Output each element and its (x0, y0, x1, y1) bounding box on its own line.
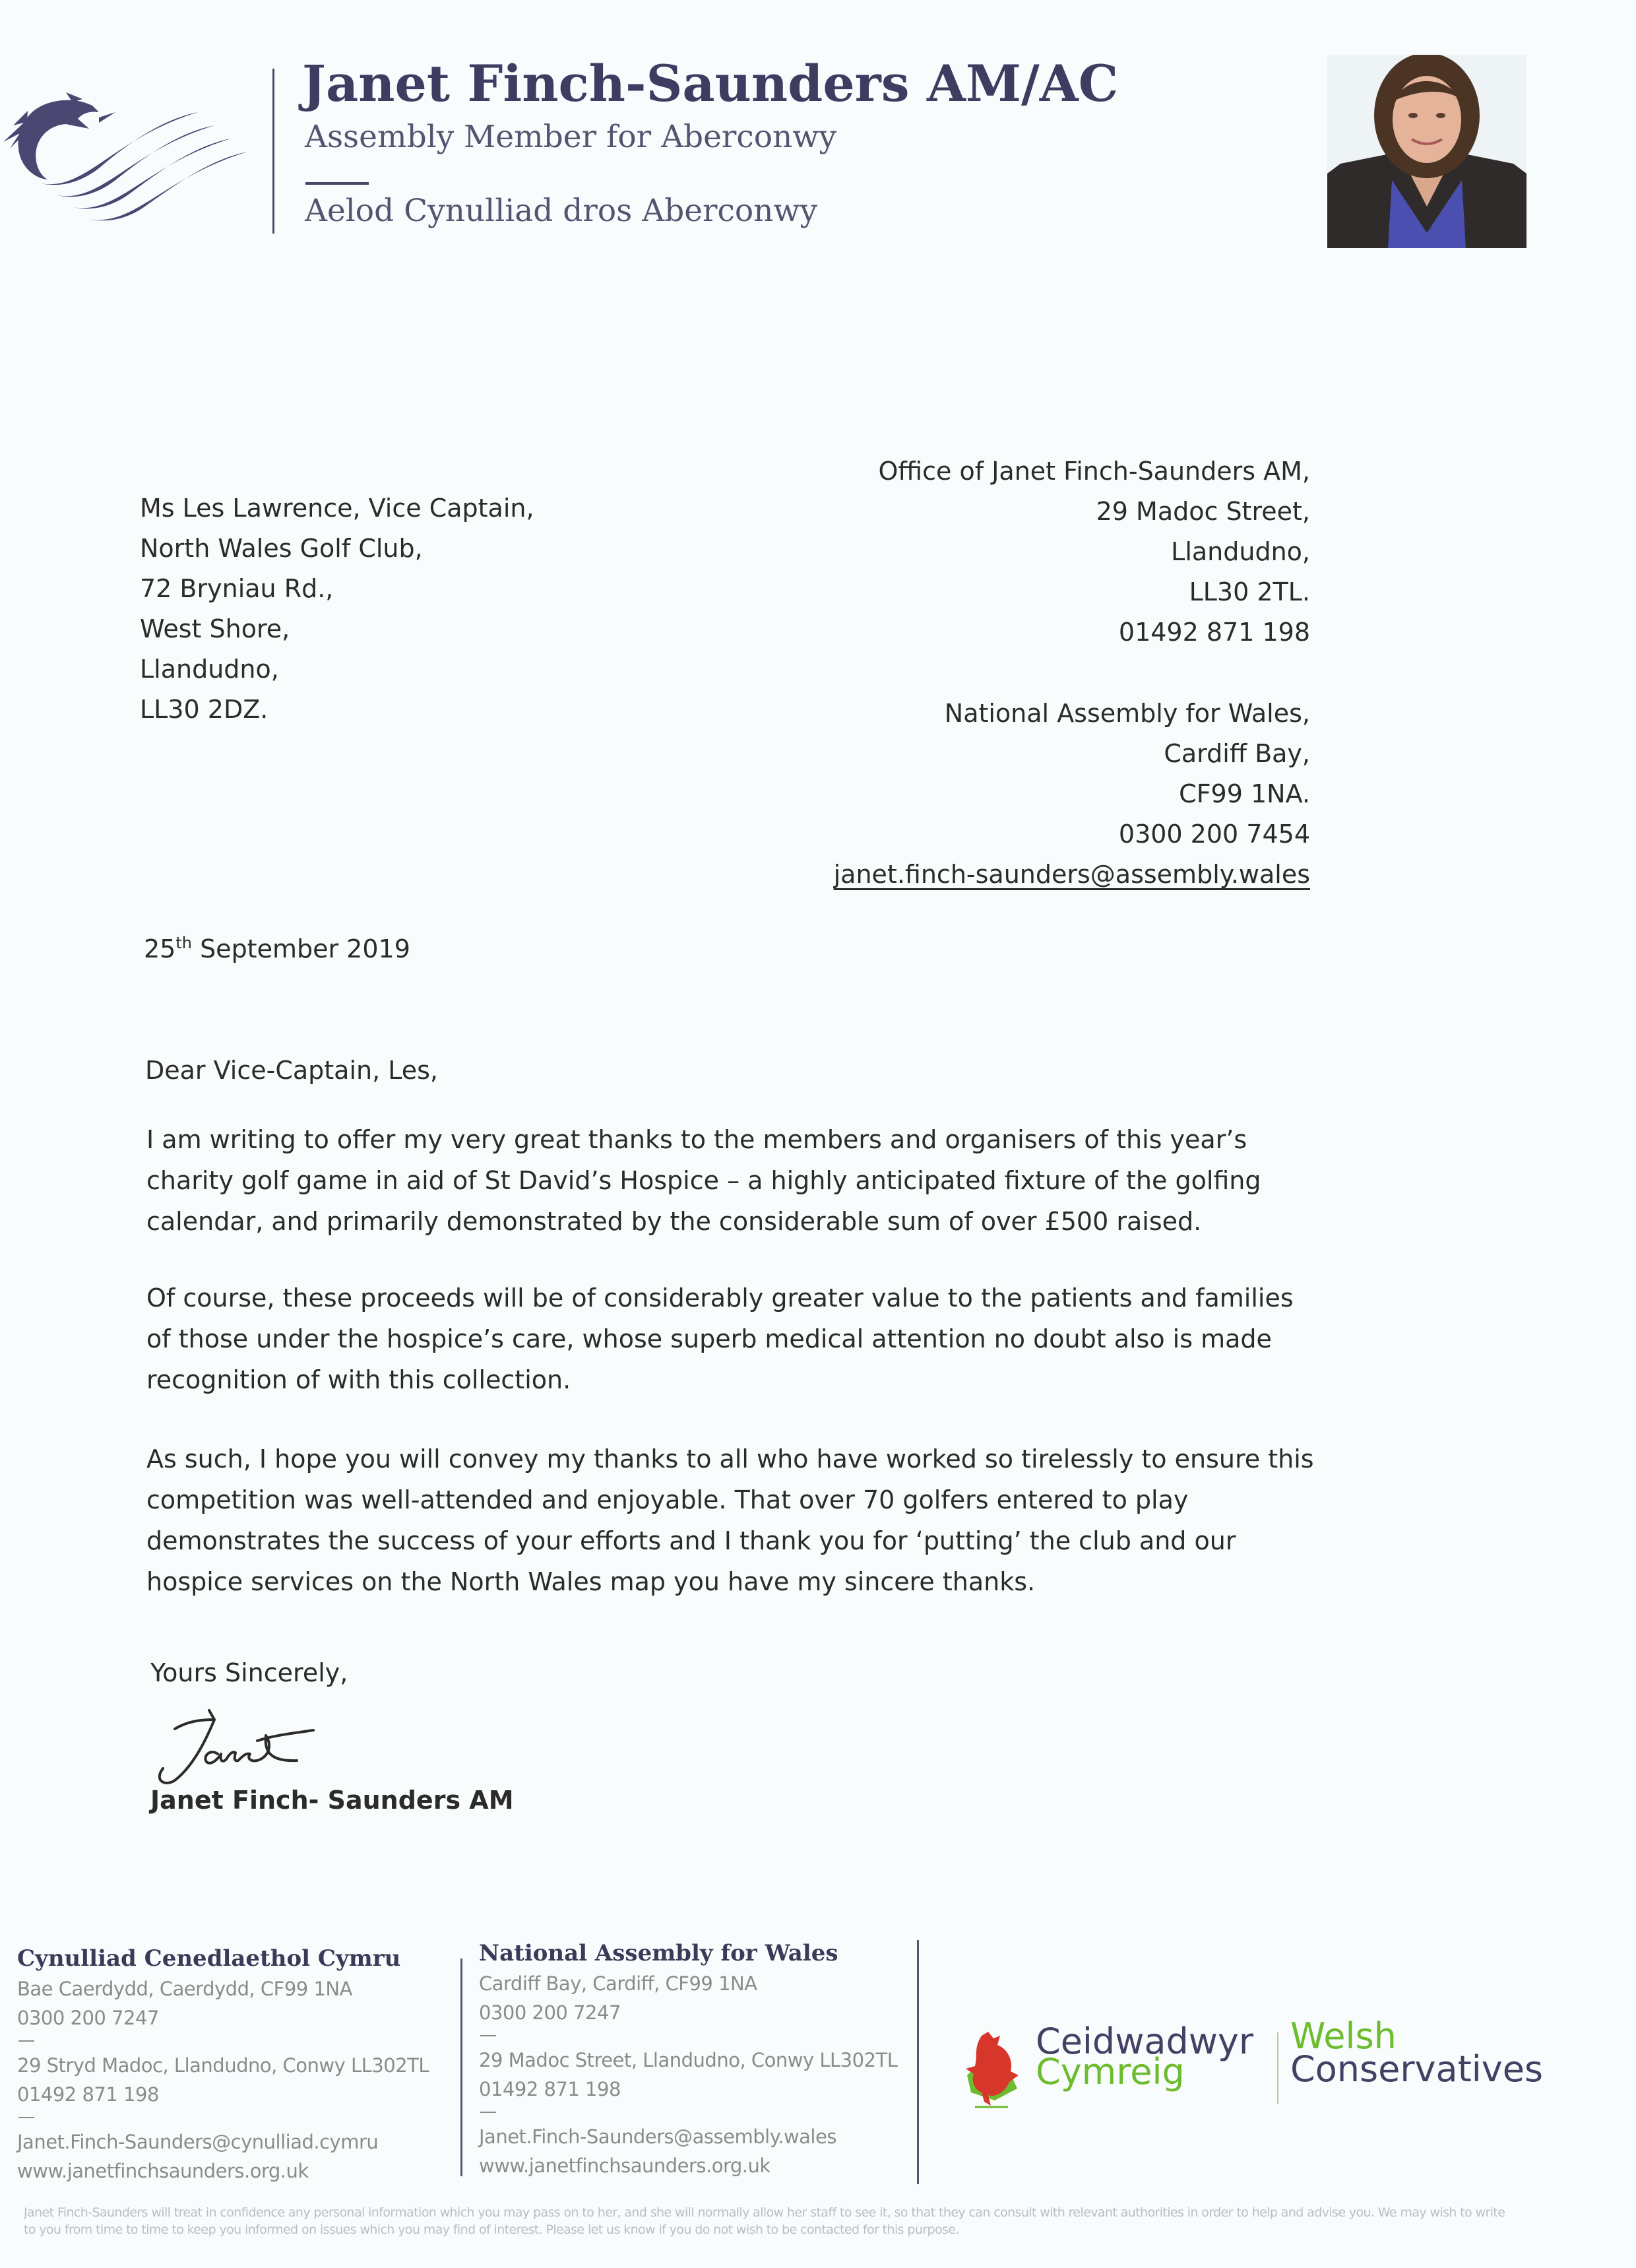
sender-email-link[interactable]: janet.finch-saunders@assembly.wales (833, 860, 1310, 889)
party-name-english: Conservatives (1290, 2048, 1544, 2090)
footer-welsh-contact (17, 1945, 429, 2186)
footer-heading: National Assembly for Wales (479, 1940, 838, 1966)
recipient-line: LL30 2DZ. (140, 695, 268, 724)
footer-divider (917, 1940, 919, 2184)
page-title: Janet Finch-Saunders AM/AC (302, 54, 1119, 113)
party-name-welsh: Cymreig (1036, 2051, 1185, 2092)
sender-line: 29 Madoc Street, (1096, 497, 1310, 526)
body-paragraph-2 (146, 1278, 1294, 1400)
footer-local-phone: 01492 871 198 (479, 2078, 621, 2100)
header-divider (272, 69, 274, 234)
body-line: demonstrates the success of your efforts and I thank you for ‘putting’ the club and our (146, 1526, 1236, 1555)
footer-local-address: 29 Stryd Madoc, Llandudno, Conwy LL302TL (17, 2054, 429, 2077)
body-line: recognition of with this collection. (146, 1365, 571, 1394)
assembly-dragon-logo (0, 79, 251, 224)
sender-line: Llandudno, (1171, 537, 1310, 566)
footer-local-phone: 01492 871 198 (17, 2083, 159, 2106)
letter-date (144, 929, 410, 969)
footer-divider (460, 1959, 462, 2176)
welsh-dragon-icon (962, 2029, 1022, 2108)
sender-line: National Assembly for Wales, (944, 699, 1310, 728)
recipient-line: North Wales Golf Club, (140, 534, 423, 563)
party-name-welsh: Ceidwadwyr (1036, 2021, 1254, 2062)
body-line: Of course, these proceeds will be of considerably greater value to the patients and families (146, 1283, 1294, 1312)
recipient-address (140, 488, 534, 730)
body-line: competition was well-attended and enjoyable. That over 70 golfers entered to play (146, 1485, 1189, 1514)
disclaimer-line: to you from time to time to keep you informed on issues which you may find of interest. Please let us know if you do not wish to be contacted for this purpose. (24, 2222, 959, 2237)
disclaimer-line: Janet Finch-Saunders will treat in confidence any personal information which you may pass on to her, and she will normally allow her staff to see it, so that they can consult with relevant authorities in order to help and advise you. We may wish to write (24, 2205, 1505, 2220)
footer-english-contact (479, 1940, 897, 2180)
date-rest: September 2019 (191, 934, 410, 963)
recipient-line: 72 Bryniau Rd., (140, 574, 334, 603)
date-day: 25 (144, 934, 176, 963)
handwritten-signature (148, 1702, 333, 1788)
sender-line: 01492 871 198 (1118, 618, 1310, 647)
signatory-name: Janet Finch- Saunders AM (150, 1786, 514, 1815)
subtitle-english: Assembly Member for Aberconwy (305, 119, 837, 155)
body-paragraph-1 (146, 1119, 1261, 1242)
footer-website-link[interactable]: www.janetfinchsaunders.org.uk (479, 2155, 771, 2177)
party-logo-divider (1277, 2032, 1278, 2104)
closing: Yours Sincerely, (150, 1658, 348, 1687)
footer-local-address: 29 Madoc Street, Llandudno, Conwy LL302TL (479, 2049, 898, 2071)
body-line: As such, I hope you will convey my thanks to all who have worked so tirelessly to ensure this (146, 1444, 1314, 1474)
footer-dash (18, 2040, 34, 2042)
footer-address: Bae Caerdydd, Caerdydd, CF99 1NA (17, 1978, 352, 2000)
footer-phone: 0300 200 7247 (479, 2001, 621, 2024)
body-paragraph-3 (146, 1439, 1314, 1602)
portrait-photo (1327, 55, 1526, 248)
sender-line: Cardiff Bay, (1164, 739, 1310, 768)
salutation: Dear Vice-Captain, Les, (145, 1056, 439, 1085)
recipient-line: West Shore, (140, 614, 290, 643)
footer-dash (480, 2035, 496, 2036)
recipient-line: Ms Les Lawrence, Vice Captain, (140, 494, 534, 523)
sender-assembly-address (834, 694, 1310, 895)
subtitle-welsh: Aelod Cynulliad dros Aberconwy (305, 193, 818, 229)
sender-line: Office of Janet Finch-Saunders AM, (878, 457, 1310, 486)
footer-address: Cardiff Bay, Cardiff, CF99 1NA (479, 1972, 757, 1995)
footer-dash (480, 2112, 496, 2113)
footer-website-link[interactable]: www.janetfinchsaunders.org.uk (17, 2160, 309, 2182)
footer-phone: 0300 200 7247 (17, 2007, 159, 2029)
date-suffix: th (175, 934, 192, 952)
sender-line: LL30 2TL. (1189, 577, 1310, 606)
privacy-disclaimer (24, 2204, 1607, 2238)
subtitle-separator (305, 182, 369, 185)
body-line: I am writing to offer my very great thanks to the members and organisers of this year’s (146, 1125, 1247, 1154)
sender-office-address (879, 451, 1311, 653)
footer-email-link[interactable]: Janet.Finch-Saunders@cynulliad.cymru (17, 2131, 379, 2153)
party-name-english: Welsh (1290, 2015, 1397, 2057)
body-line: of those under the hospice’s care, whose superb medical attention no doubt also is made (146, 1324, 1272, 1353)
body-line: calendar, and primarily demonstrated by the considerable sum of over £500 raised. (146, 1207, 1202, 1236)
sender-line: 0300 200 7454 (1118, 820, 1310, 849)
body-line: charity golf game in aid of St David’s Hospice – a highly anticipated fixture of the golfing (146, 1166, 1261, 1195)
sender-line: CF99 1NA. (1179, 779, 1310, 808)
recipient-line: Llandudno, (140, 655, 279, 684)
footer-email-link[interactable]: Janet.Finch-Saunders@assembly.wales (479, 2125, 836, 2148)
footer-dash (18, 2117, 34, 2118)
footer-heading: Cynulliad Cenedlaethol Cymru (17, 1945, 401, 1972)
body-line: hospice services on the North Wales map you have my sincere thanks. (146, 1567, 1036, 1596)
